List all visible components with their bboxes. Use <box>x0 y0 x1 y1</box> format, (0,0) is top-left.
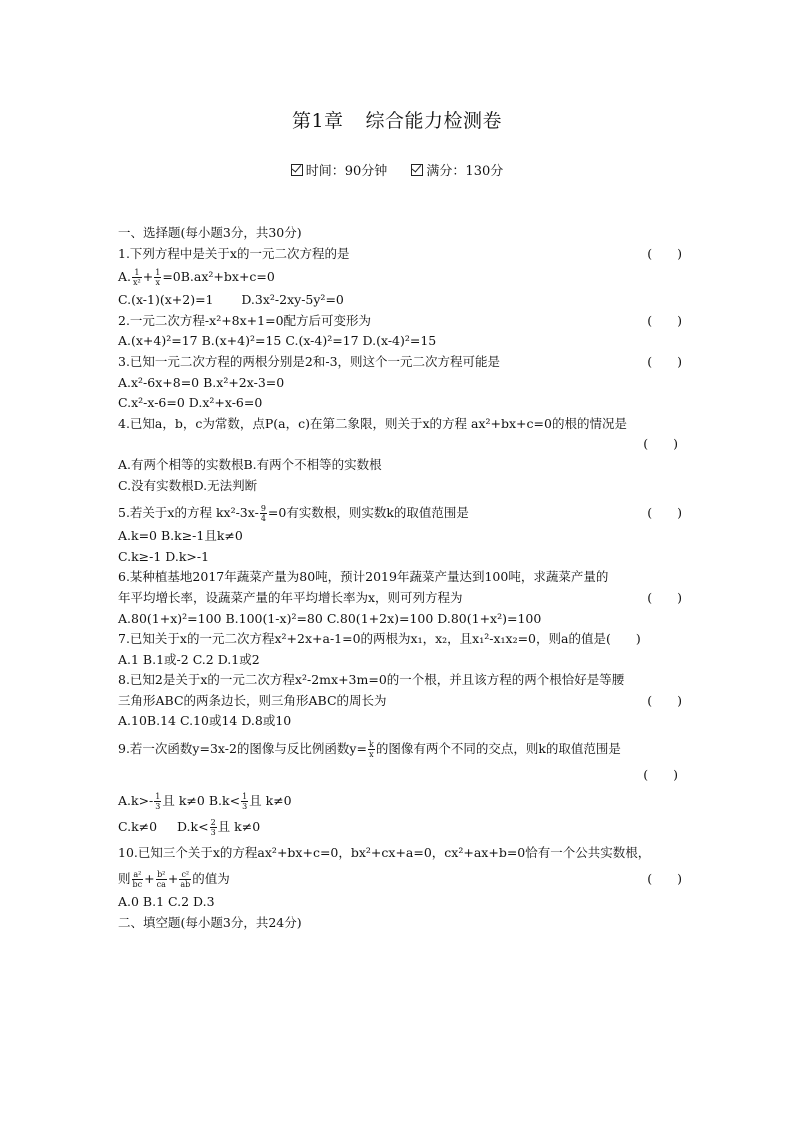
question-8-stem-1: 8.已知2是关于x的一元二次方程x²-2mx+3m=0的一个根，并且该方程的两个根恰好是等腰 <box>118 672 625 688</box>
question-1-options-ab: A. $\frac{1}{\text{x²}}$ + $\frac{1}{x}$ =0B.ax²+bx+c=0 <box>118 268 275 288</box>
question-8-stem-2: 三角形ABC的两条边长，则三角形ABC的周长为 ( ) <box>118 691 678 712</box>
checkbox-icon <box>411 164 423 176</box>
answer-blank: ( ) <box>647 589 682 605</box>
section-heading: 一、选择题(每小题3分，共30分) <box>118 225 302 240</box>
question-6-stem-2: 年平均增长率，设蔬菜产量的年平均增长率为x，则可列方程为 ( ) <box>118 588 678 609</box>
answer-blank: ( ) <box>643 767 678 783</box>
question-5-options-ab: A.k=0 B.k≥-1且k≠0 <box>118 528 243 544</box>
question-5-stem: 5.若关于x的方程 kx²-3x- $\frac{9}{4}$ =0有实数根，则实数k的取值范围是 ( ) <box>118 500 678 526</box>
question-2-options: A.(x+4)²=17 B.(x+4)²=15 C.(x-4)²=17 D.(x-4)²=15 <box>118 333 437 349</box>
question-10-stem-2: 则 $\frac{\text{a²}}{bc}$ + $\frac{\text{b²}}{ca}$ + $\frac{\text{c²}}{ab}$ 的值为 ( ) <box>118 866 678 892</box>
question-10-options: A.0 B.1 C.2 D.3 <box>118 894 215 910</box>
question-8-options: A.10B.14 C.10或14 D.8或10 <box>118 713 292 729</box>
fraction: $\frac{k}{x}$ <box>368 740 374 760</box>
question-3-stem: 3.已知一元二次方程的两根分别是2和-3，则这个一元二次方程可能是 ( ) <box>118 352 678 373</box>
answer-blank: ( ) <box>647 505 682 521</box>
answer-blank: ( ) <box>643 436 678 452</box>
question-7-stem: 7.已知关于x的一元二次方程x²+2x+a-1=0的两根为x₁，x₂，且x₁²-x₁x₂=0，则a的值是( ) <box>118 631 641 647</box>
answer-blank: ( ) <box>647 692 682 708</box>
fraction: $\frac{1}{3}$ <box>242 792 248 812</box>
title-text: 综合能力检测卷 <box>365 110 503 132</box>
question-6-options: A.80(1+x)²=100 B.100(1-x)²=80 C.80(1+2x)=100 D.80(1+x²)=100 <box>118 610 542 626</box>
question-9-options-ab: A.k>- $\frac{1}{3}$ 且 k≠0 B.k< $\frac{1}{3}$ 且 k≠0 <box>118 792 292 812</box>
question-3-options-ab: A.x²-6x+8=0 B.x²+2x-3=0 <box>118 374 285 390</box>
fraction: $\frac{1}{x}$ <box>155 268 161 288</box>
question-9-stem: 9.若一次函数y=3x-2的图像与反比例函数y= $\frac{k}{x}$ 的图像有两个不同的交点，则k的取值范围是 <box>118 740 621 760</box>
question-list <box>118 223 682 933</box>
question-9-options-cd: C.k≠0 D.k< $\frac{2}{3}$ 且 k≠0 <box>118 818 261 838</box>
fraction: $\frac{1}{\text{x²}}$ <box>133 268 141 288</box>
time-info: 时间：90分钟 <box>291 160 388 179</box>
question-10-stem-1: 10.已知三个关于x的方程ax²+bx+c=0，bx²+cx+a=0，cx²+ax+b=0恰有一个公共实数根， <box>118 845 651 861</box>
question-5-options-cd: C.k≥-1 D.k>-1 <box>118 548 210 564</box>
exam-meta <box>0 160 794 179</box>
question-1-options-cd: C.(x-1)(x+2)=1 D.3x²-2xy-5y²=0 <box>118 292 344 308</box>
checkbox-icon <box>291 164 303 176</box>
question-4-stem: 4.已知a，b，c为常数，点P(a，c)在第二象限，则关于x的方程 ax²+bx+c=0的根的情况是 <box>118 415 627 431</box>
question-1-stem: 1.下列方程中是关于x的一元二次方程的是 ( ) <box>118 244 678 265</box>
question-6-stem-1: 6.某种植基地2017年蔬菜产量为80吨，预计2019年蔬菜产量达到100吨，求蔬菜产量的 <box>118 569 609 585</box>
fraction: $\frac{\text{b²}}{ca}$ <box>156 870 166 890</box>
question-3-options-cd: C.x²-x-6=0 D.x²+x-6=0 <box>118 395 263 411</box>
fraction: $\frac{\text{c²}}{ab}$ <box>180 870 191 890</box>
answer-blank: ( ) <box>647 312 682 328</box>
question-4-options-cd: C.没有实数根D.无法判断 <box>118 477 258 493</box>
score-info: 满分：130分 <box>411 160 503 179</box>
fraction: $\frac{9}{4}$ <box>260 504 266 524</box>
question-4-options-ab: A.有两个相等的实数根B.有两个不相等的实数根 <box>118 456 382 472</box>
fraction: $\frac{2}{3}$ <box>210 818 216 838</box>
question-7-options: A.1 B.1或-2 C.2 D.1或2 <box>118 651 260 667</box>
question-2-stem: 2.一元二次方程-x²+8x+1=0配方后可变形为 ( ) <box>118 311 678 332</box>
fraction: $\frac{\text{a²}}{bc}$ <box>132 870 143 890</box>
answer-blank: ( ) <box>647 871 682 887</box>
answer-blank: ( ) <box>647 245 682 261</box>
section-heading: 二、填空题(每小题3分，共24分) <box>118 914 302 930</box>
fraction: $\frac{1}{3}$ <box>155 792 161 812</box>
page-title <box>0 106 794 133</box>
answer-blank: ( ) <box>647 353 682 369</box>
chapter-label: 第1章 <box>291 110 344 132</box>
